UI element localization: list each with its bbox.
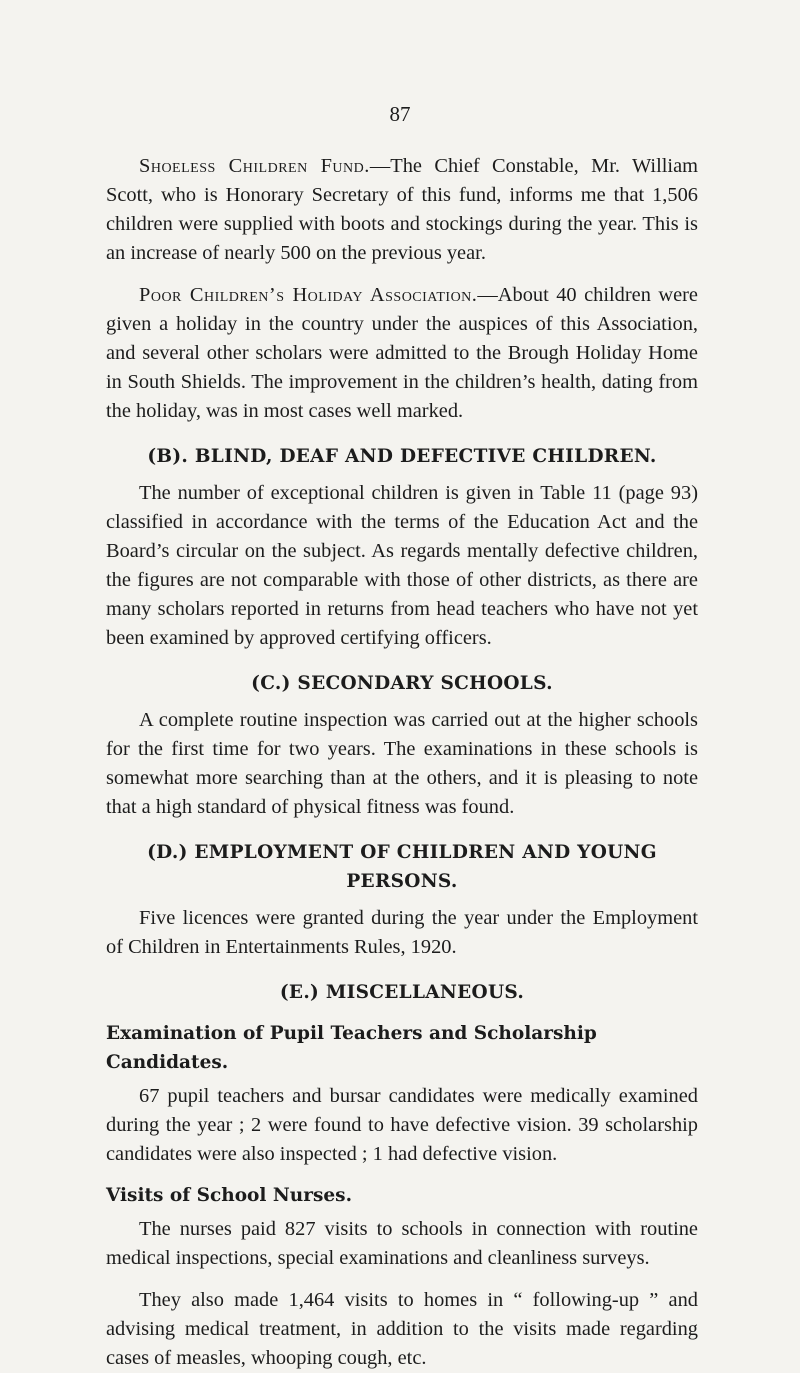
poor-childrens-holiday-paragraph [106, 281, 698, 426]
subheading-examination-pupil-teachers: Examination of Pupil Teachers and Scholarship Candidates. [106, 1023, 597, 1073]
shoeless-children-text: —The Chief Constable, Mr. William Scott, who is Honorary Secretary of this fund, informs me that 1,506 children were supplied with boots and stockings during the year. This is an increase of nearly 500 on the previous year. [106, 155, 698, 264]
subheading-visits-school-nurses: Visits of School Nurses. [106, 1185, 353, 1206]
poor-childrens-holiday-text: —About 40 children were given a holiday in the country under the auspices of this Association, and several other scholars were admitted to the Brough Holiday Home in South Shields. The improvement in the children’s health, dating from the holiday, was in most cases well marked. [106, 284, 698, 422]
page-number: 87 [389, 102, 411, 126]
secondary-schools-paragraph: A complete routine inspection was carried out at the higher schools for the first time for two years. The examinations in these schools is somewhat more searching than at the others, and it is pleasing to note that a high standard of physical fitness was found. [106, 709, 698, 818]
examination-paragraph: 67 pupil teachers and bursar candidates were medically examined during the year ; 2 were found to have defective vision. 39 scholarship candidates were also inspected ; 1 had defective vision. [106, 1085, 698, 1165]
blind-deaf-defective-paragraph: The number of exceptional children is given in Table 11 (page 93) classified in accordance with the terms of the Education Act and the Board’s circular on the subject. As regards mentally defective children, the figures are not comparable with those of other districts, as there are many scholars reported in returns from head teachers who have not yet been examined by approved certifying officers. [106, 482, 698, 649]
document-body [106, 152, 698, 1373]
section-heading-secondary-schools: (C.) SECONDARY SCHOOLS. [251, 673, 553, 694]
nurses-paragraph-1: The nurses paid 827 visits to schools in connection with routine medical inspections, special examinations and cleanliness surveys. [106, 1218, 698, 1269]
nurses-paragraph-2: They also made 1,464 visits to homes in “ following-up ” and advising medical treatment, in addition to the visits made regarding cases of measles, whooping cough, etc. [106, 1289, 698, 1369]
section-heading-miscellaneous: (E.) MISCELLANEOUS. [279, 982, 525, 1003]
section-heading-blind-deaf-defective: (B). BLIND, DEAF AND DEFECTIVE CHILDREN. [147, 446, 657, 467]
shoeless-children-paragraph [106, 152, 698, 268]
poor-childrens-holiday-title: Poor Children’s Holiday Association. [139, 284, 478, 306]
shoeless-children-title: Shoeless Children Fund. [139, 155, 370, 177]
section-heading-employment: (D.) EMPLOYMENT OF CHILDREN AND YOUNG PERSONS. [147, 842, 657, 892]
employment-paragraph: Five licences were granted during the year under the Employment of Children in Entertainments Rules, 1920. [106, 907, 698, 958]
